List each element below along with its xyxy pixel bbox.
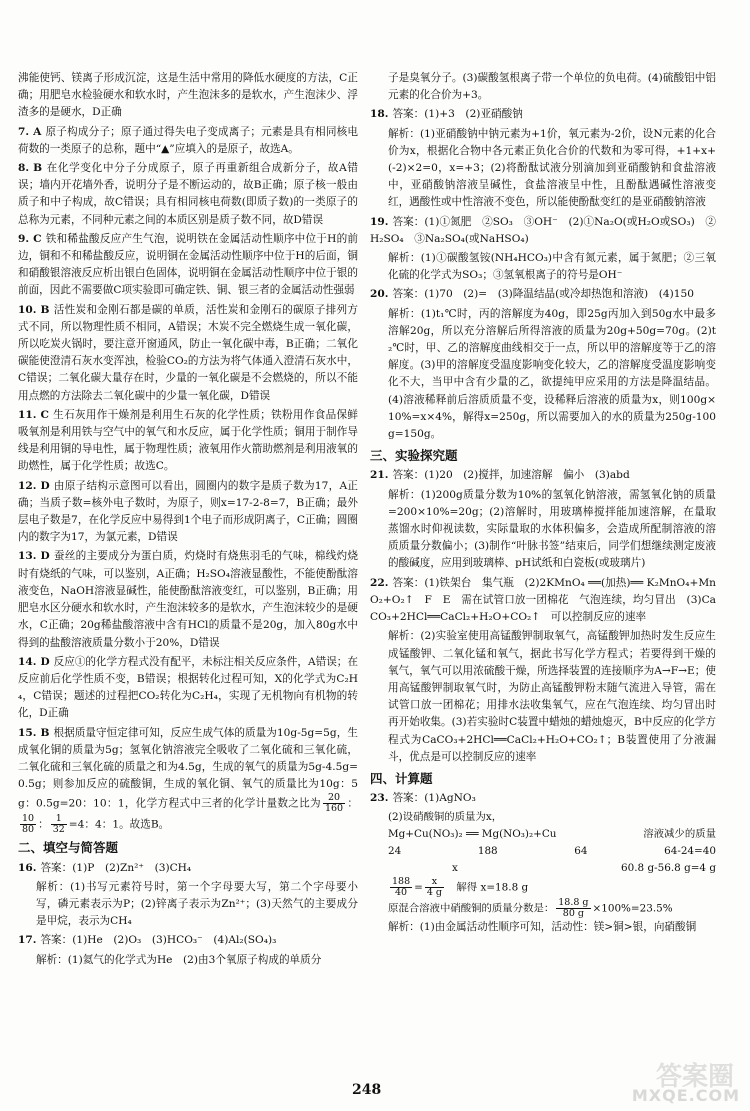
explanation-text: 活性炭和金刚石都是碳的单质，活性炭和金刚石的碳原子排列方式不同，所以物理性质不相同，A错误；木炭不完全燃烧生成一氧化碳，所以吃炭火锅时，要注意开窗通风，防止一氧化碳中毒，B正确；二氧化碳能使澄清石灰水变浑浊，检验CO₂的方法为将气体通入澄清石灰水中，C错误；二氧化碳大量存在时，少量的一氧化碳是不会燃烧的，所以不能用点燃的方法除去二氧化碳中的少量一氧化碳，D错误 bbox=[18, 303, 358, 402]
question-number: 8. bbox=[18, 162, 30, 175]
ratio-value: 64-24=40 bbox=[664, 845, 716, 858]
answer-option: A bbox=[33, 125, 42, 138]
explanation-text: 解析：(2)实验室使用高锰酸钾制取氧气，高锰酸钾加热时发生反应生成锰酸钾、二氧化锰和氧气，据此书写化学方程式；若要得到干燥的氧气，氧气可以用浓硫酸干燥，所选择装置的连接顺序为A→F→E；使用高锰酸钾制取氧气时，为防止高锰酸钾粉末随气流进入导管，需在试管口放一团棉花；用排水法收集氧气，应在气泡连续、均匀冒出时再开始收集。(3)若实验时C装置中蜡烛的蜡烛熄灭，B中反应的化学方程式为CaCO₃+2HCl══CaCl₂+H₂O+CO₂↑；B装置使用了分液漏斗，优点是可以控制反应的速率 bbox=[388, 630, 716, 763]
explanation-text: 根据质量守恒定律可知，反应生成气体的质量为10g-5g=5g，生成氧化铜的质量为5g；氢氧化钠溶液完全吸收了二氧化硫和三氧化硫，二氧化硫和三氧化硫的质量之和为4.5g，生成的氧气的质量为5g-4.5g=0.5g；则参加反应的硫酸铜，生成的氧化铜、氧气的质量比为10g：5g：0.5g=20：10：1，化学方程式中三者的化学计量数之比为 bbox=[18, 726, 358, 810]
answer-option: D bbox=[40, 655, 50, 668]
analysis-21 bbox=[370, 487, 716, 573]
question-number: 19. bbox=[370, 215, 389, 228]
answer-option: C bbox=[33, 232, 42, 245]
answer-18 bbox=[370, 106, 716, 123]
numerator: 20 bbox=[323, 793, 345, 804]
analysis-19 bbox=[370, 250, 716, 284]
fraction bbox=[51, 814, 67, 835]
question-number: 13. bbox=[18, 550, 37, 563]
answer-text: 答案：(1)+3 (2)亚硝酸钠 bbox=[392, 108, 523, 121]
watermark-text: 答案圈 bbox=[655, 1062, 734, 1092]
numerator: 1 bbox=[51, 814, 67, 825]
fraction bbox=[556, 898, 590, 919]
answer-option: C bbox=[40, 408, 49, 421]
proportion-line: $\frac{188}{40}$ = $\frac{x}{4 g}$ 解得 x=18.8 g bbox=[392, 876, 529, 899]
question-number: 16. bbox=[18, 861, 37, 874]
calculation-block bbox=[370, 809, 716, 919]
answer-text: 答案：(1)AgNO₃ bbox=[392, 792, 476, 805]
explanation-text: 蚕丝的主要成分为蛋白质，灼烧时有烧焦羽毛的气味，棉线灼烧时有烧纸的气味，可以鉴别，A正确；H₂SO₄溶液显酸性，不能使酚酞溶液变色，NaOH溶液显碱性，能使酚酞溶液变红，可以鉴别，B正确；用肥皂水区分硬水和软水时，产生泡沫较多的是软水，产生泡沫较少的是硬水，C正确；20g稀盐酸溶液中含有HCl的质量不是20g，加入80g水中得到的盐酸溶液质量分数小于20%，D错误 bbox=[18, 550, 358, 649]
fraction bbox=[20, 814, 36, 835]
left-column bbox=[18, 70, 358, 971]
denominator: 4 g bbox=[426, 887, 443, 899]
answer-text: 答案：(1)①氮肥 ②SO₃ ③OH⁻ (2)①Na₂O(或H₂O或SO₃) ②H₂SO₄ ③Na₂SO₄(或NaHSO₄) bbox=[370, 215, 716, 245]
paragraph-text: 子是臭氧分子。(3)碳酸氢根离子带一个单位的负电荷。(4)硫酸铝中铝元素的化合价为+3。 bbox=[388, 72, 716, 102]
explanation-text: 解析：(1)由金属活动性顺序可知，活动性：镁>铜>银，向硝酸铜 bbox=[388, 921, 697, 934]
fraction bbox=[390, 877, 412, 898]
explanation-text: 解析：(1)200g质量分数为10%的氢氧化钠溶液，需氢氧化钠的质量=200×10%=20g；(2)溶解时，用玻璃棒搅拌能加速溶解，在量取蒸馏水时仰视读数，实际量取的水体积偏多，会造成所配制溶液的溶质质量分数偏小；(3)制作“叶脉书签”结束后，同学们想继续测定废液的酸碱度，应用到玻璃棒、pH试纸和白瓷板(或玻璃片) bbox=[388, 488, 716, 570]
answer-17 bbox=[18, 932, 358, 949]
unknown-row bbox=[388, 860, 716, 877]
answer-23 bbox=[370, 790, 716, 807]
chemical-equation: Mg+Cu(NO₃)₂ ══ Mg(NO₃)₂+Cu bbox=[388, 828, 557, 841]
question-number: 15. bbox=[18, 726, 37, 739]
question-number: 12. bbox=[18, 479, 37, 492]
answer-19 bbox=[370, 214, 716, 248]
denominator: 160 bbox=[324, 803, 344, 815]
explanation-text: 解析：(1)亚硝酸钠中钠元素为+1价，氧元素为-2价，设N元素的化合价为x，根据化合物中各元素正负化合价的代数和为零可得，+1+x+(-2)×2=0，x=+3；(2)将酚酞试液分别滴加到亚硝酸钠和食盐溶液中，亚硝酸钠溶液呈碱性，食盐溶液呈中性，且酚酞遇碱性溶液变红，遇酸性或中性溶液不变色，所以能使酚酞变红的是亚硝酸钠溶液 bbox=[388, 127, 716, 209]
mass-change-value: 60.8 g-56.8 g=4 g bbox=[621, 862, 716, 875]
answer-option: B bbox=[40, 726, 50, 739]
answer-option: D bbox=[40, 550, 50, 563]
explanation-text: 解析：(1)书写元素符号时，第一个字母要大写，第二个字母要小写，磷元素表示为P；(2)锌离子表示为Zn²⁺；(3)天然气的主要成分是甲烷，表示为CH₄ bbox=[36, 880, 358, 928]
denominator: 40 bbox=[395, 887, 408, 899]
question-number: 11. bbox=[18, 408, 37, 421]
question-number: 14. bbox=[18, 655, 37, 668]
numerator: 10 bbox=[22, 813, 35, 825]
right-column bbox=[370, 70, 716, 939]
answer-21 bbox=[370, 467, 716, 484]
answer-option: B bbox=[40, 303, 50, 316]
answer-7 bbox=[18, 124, 358, 158]
answer-22 bbox=[370, 575, 716, 627]
denominator: 80 bbox=[22, 824, 35, 836]
unknown-value: x bbox=[452, 862, 458, 875]
fraction bbox=[323, 793, 345, 814]
denominator: 80 g bbox=[562, 908, 584, 920]
analysis-20 bbox=[370, 306, 716, 444]
numerator: x bbox=[425, 877, 444, 888]
equation-note: 溶液减少的质量 bbox=[643, 828, 716, 841]
question-number: 18. bbox=[370, 108, 389, 121]
explanation-text: 解析：(1)氦气的化学式为He (2)由3个氧原子构成的单质分 bbox=[36, 953, 322, 966]
answer-14 bbox=[18, 654, 358, 723]
paragraph-text: 沸能使钙、镁离子形成沉淀，这是生活中常用的降低水硬度的方法，C正确；用肥皂水检验硬水和软水时，产生泡沫多的是软水，产生泡沫少、浮渣多的是硬水，D正确 bbox=[18, 72, 358, 119]
explanation-text: 反应①的化学方程式没有配平，未标注相关反应条件，A错误；在反应前后化学性质不变，B错误；根据转化过程可知，X的化学式为C₂H₄，C错误；题述的过程把CO₂转化为C₂H₄，实现了无机物向有机物的转化，D正确 bbox=[18, 655, 358, 720]
question-number: 22. bbox=[370, 576, 389, 589]
denominator: 32 bbox=[52, 824, 65, 836]
ratio-value: 188 bbox=[477, 845, 498, 858]
question-number: 20. bbox=[370, 288, 389, 301]
answer-12 bbox=[18, 478, 358, 547]
continued-paragraph bbox=[370, 70, 716, 104]
answer-15: 15. B 根据质量守恒定律可知，反应生成气体的质量为10g-5g=5g，生成氧化铜的质量为5g；氢氧化钠溶液完全吸收了二氧化硫和三氧化硫，二氧化硫和三氧化硫的质量之和为4.5g，生成的氧气的质量为5g-4.5g=0.5g；则参加反应的硫酸铜，生成的氧化铜、氧气的质量比为10g：5g：0.5g=20：10：1，化学方程式中三者的化学计量数之比为 $\frac{20}{160}$ ： $\frac{10}{80}$ ： $\frac{1}{32}$ =4：4：1。故选B。 bbox=[18, 726, 358, 836]
analysis-16 bbox=[18, 879, 358, 931]
analysis-17 bbox=[18, 952, 358, 969]
answer-13 bbox=[18, 548, 358, 651]
explanation-text: 由原子结构示意图可以看出，圆圈内的数字是质子数为17，A正确；当质子数=核外电子数时，为原子，则x=17-2-8=7，B正确；最外层电子数是7，在化学反应中易得到1个电子而形成阴离子，C正确；圆圈内的数字为17，为氯元素，D错误 bbox=[18, 479, 358, 544]
numerator: 18.8 g bbox=[558, 897, 589, 909]
concentration-line bbox=[388, 898, 716, 919]
solution-text: 解得 x=18.8 g bbox=[456, 881, 529, 894]
explanation-text: 解析：(1)t₁℃时，丙的溶解度为40g，即25g丙加入到50g水中最多溶解20g，所以充分溶解后所得溶液的质量为20g+50g=70g。(2)t₂℃时，甲、乙的溶解度曲线相交于一点，所以甲的溶解度等于乙的溶解度。(3)甲的溶解度受温度影响变化较大，乙的溶解度受温度影响变化不大，当甲中含有少量的乙，欲提纯甲应采用的方法是降温结晶。(4)溶液稀释前后溶质质量不变，设稀释后溶液的质量为x，则100g×10%=x×4%，解得x=250g，所以需要加入的水的质量为250g-100g=150g。 bbox=[388, 307, 716, 441]
question-number: 17. bbox=[18, 934, 37, 947]
analysis-23 bbox=[370, 919, 716, 936]
section-heading: 二、填空与简答题 bbox=[18, 840, 119, 856]
analysis-18 bbox=[370, 126, 716, 212]
answer-text: 答案：(1)P (2)Zn²⁺ (3)CH₄ bbox=[40, 861, 192, 874]
answer-text: 答案：(1)铁架台 集气瓶 (2)2KMnO₄ ══(加热)══ K₂MnO₄+MnO₂+O₂↑ F E 需在试管口放一团棉花 气泡连续，均匀冒出 (3)CaCO₃+2HCl══CaCl₂+H₂O+CO₂↑ 可以控制反应的速率 bbox=[370, 576, 716, 624]
question-number: 9. bbox=[18, 232, 30, 245]
calculation-text: ×100%=23.5% bbox=[592, 902, 673, 915]
answer-text: 答案：(1)70 (2)= (3)降温结晶(或冷却热饱和溶液) (4)150 bbox=[392, 288, 694, 301]
explanation-text: 生石灰用作干燥剂是利用生石灰的化学性质；铁粉用作食品保鲜吸氧剂是利用铁与空气中的氧气和水反应，属于化学性质；铜用于制作导线是利用铜的导电性，属于物理性质；液氧用作火箭助燃剂是利用液氧的助燃性，属于化学性质；故选C。 bbox=[18, 408, 358, 473]
question-number: 21. bbox=[370, 469, 389, 482]
answer-11 bbox=[18, 407, 358, 476]
analysis-22 bbox=[370, 628, 716, 766]
continued-paragraph bbox=[18, 70, 358, 122]
answer-9 bbox=[18, 231, 358, 300]
section-heading: 四、计算题 bbox=[370, 770, 433, 786]
answer-8 bbox=[18, 160, 358, 229]
answer-option: B bbox=[33, 162, 43, 175]
answer-20 bbox=[370, 286, 716, 303]
explanation-text: =4：4：1。故选B。 bbox=[68, 818, 170, 831]
answer-text: 答案：(1)20 (2)搅拌，加速溶解 偏小 (3)abd bbox=[392, 469, 630, 482]
fraction bbox=[425, 877, 444, 898]
answer-text: 答案：(1)He (2)O₃ (3)HCO₃⁻ (4)Al₂(SO₄)₃ bbox=[40, 934, 277, 947]
explanation-text: 原子构成分子；原子通过得失电子变成离子；元素是具有相同核电荷数的一类原子的总称，题中“▲”应填入的是原子，故选A。 bbox=[18, 125, 358, 155]
question-number: 7. bbox=[18, 125, 30, 138]
numerator: 188 bbox=[392, 876, 411, 888]
page-number: 248 bbox=[352, 1082, 382, 1098]
answer-option: D bbox=[40, 479, 50, 492]
explanation-text: 在化学变化中分子分成原子，原子再重新组合成新分子，故A错误；墙内开花墙外香，说明分子是不断运动的，故B正确；原子核一般由质子和中子构成，故C错误；具有相同核电荷数(即质子数)的一类原子的总称为元素，不同种元素之间的本质区别是质子数不同，故D错误 bbox=[18, 162, 358, 226]
question-number: 10. bbox=[18, 303, 37, 316]
ratio-value: 64 bbox=[574, 845, 588, 858]
answer-10 bbox=[18, 302, 358, 405]
answer-16 bbox=[18, 860, 358, 877]
calculation-line: (2)设硝酸铜的质量为x， bbox=[388, 811, 503, 824]
section-heading: 三、实验探究题 bbox=[370, 448, 458, 464]
watermark-logo bbox=[600, 1056, 740, 1106]
question-number: 23. bbox=[370, 792, 389, 805]
equation-row bbox=[388, 826, 716, 843]
ratio-row bbox=[388, 843, 716, 860]
ratio-value: 24 bbox=[388, 845, 402, 858]
calculation-text: 原混合溶液中硝酸铜的质量分数是： bbox=[388, 902, 555, 915]
watermark-site: MXQE.COM bbox=[631, 1086, 740, 1105]
explanation-text: 铁和稀盐酸反应产生气泡，说明铁在金属活动性顺序中位于H的前边，铜和不和稀盐酸反应，说明铜在金属活动性顺序中位于H的后面，铜和硝酸银溶液反应析出银白色固体，说明铜在金属活动性顺序中位于银的前面，因此不需要做C项实验即可确定铁、铜、银三者的金属活动性强弱 bbox=[18, 232, 358, 297]
explanation-text: 解析：(1)①碳酸氢铵(NH₄HCO₃)中含有氮元素，属于氮肥；②三氧化硫的化学式为SO₃；③氢氧根离子的符号是OH⁻ bbox=[388, 252, 716, 282]
